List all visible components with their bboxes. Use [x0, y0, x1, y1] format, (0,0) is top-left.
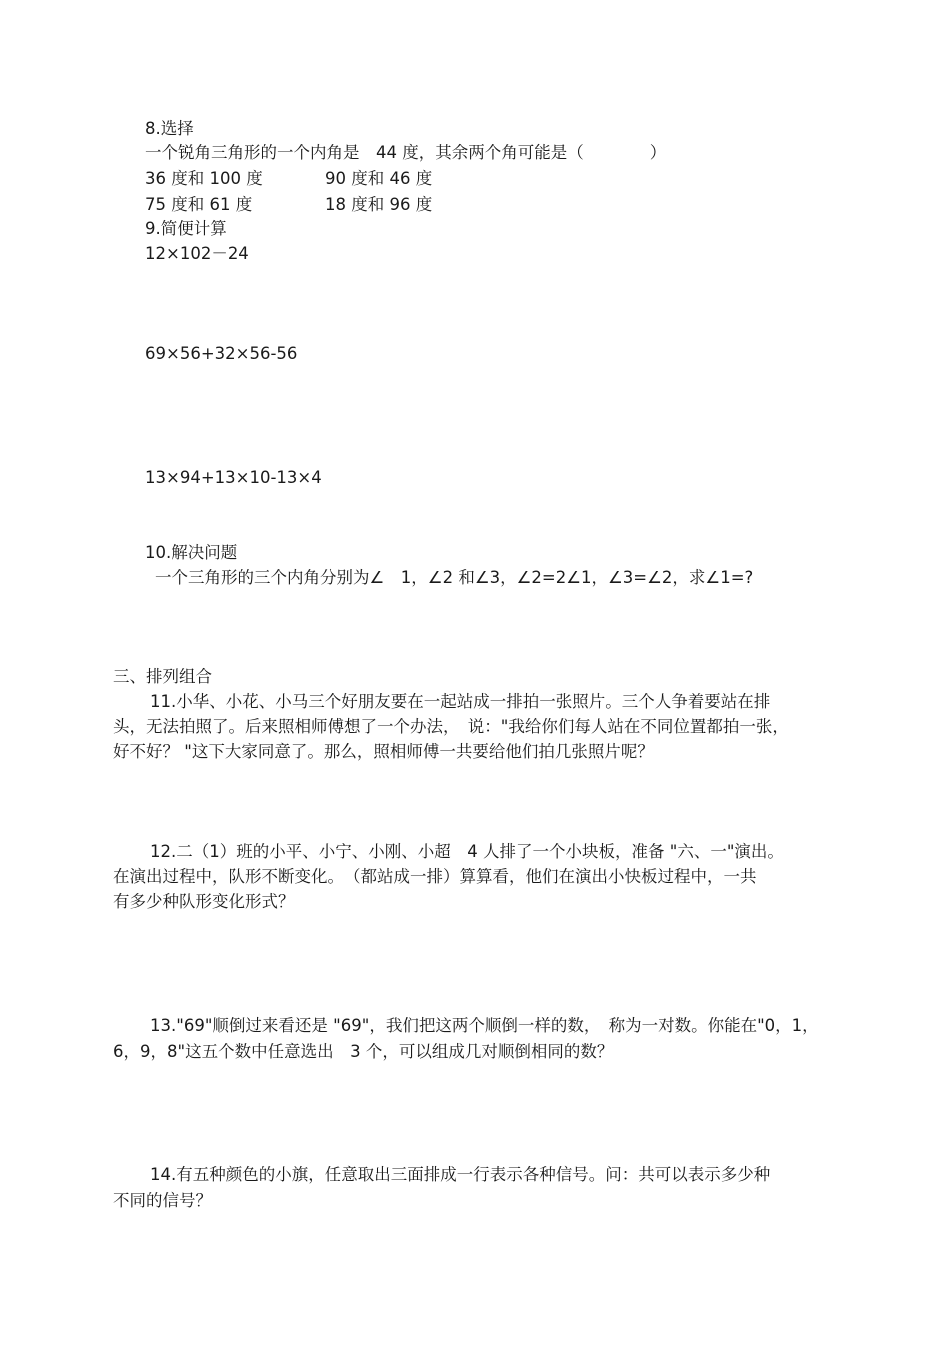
q14-line-1: 14.有五种颜色的小旗，任意取出三面排成一行表示各种信号。问：共可以表示多少种 [150, 1165, 771, 1184]
q11-line-3: 好不好？ "这下大家同意了。那么，照相师傅一共要给他们拍几张照片呢？ [113, 742, 654, 761]
q8-stem: 一个锐角三角形的一个内角是 44 度，其余两个角可能是（ ） [145, 143, 667, 162]
q11-line-1: 11.小华、小花、小马三个好朋友要在一起站成一排拍一张照片。三个人争着要站在排 [150, 692, 771, 711]
q9-expression-2: 69×56+32×56-56 [145, 344, 298, 363]
q9-expression-3: 13×94+13×10-13×4 [145, 468, 322, 487]
q8-option-a: 36 度和 100 度 [145, 169, 263, 188]
q8-heading: 8.选择 [145, 119, 194, 138]
q8-option-b: 90 度和 46 度 [325, 169, 433, 188]
section-3-title: 三、排列组合 [113, 667, 212, 686]
q9-expression-1: 12×102－24 [145, 244, 249, 263]
q8-option-d: 18 度和 96 度 [325, 195, 433, 214]
q12-line-3: 有多少种队形变化形式？ [113, 892, 295, 911]
q12-line-1: 12.二（1）班的小平、小宁、小刚、小超 4 人排了一个小块板，准备 "六、一"演出。 [150, 842, 784, 861]
q13-line-2: 6，9，8"这五个数中任意选出 3 个，可以组成几对顺倒相同的数？ [113, 1042, 614, 1061]
q14-line-2: 不同的信号？ [113, 1191, 212, 1210]
q11-line-2: 头，无法拍照了。后来照相师傅想了一个办法， 说："我给你们每人站在不同位置都拍一张， [113, 717, 789, 736]
q10-text: 一个三角形的三个内角分别为∠ 1，∠2 和∠3，∠2=2∠1，∠3=∠2，求∠1=? [155, 568, 754, 587]
q10-heading: 10.解决问题 [145, 543, 238, 562]
q13-line-1: 13."69"顺倒过来看还是 "69"，我们把这两个顺倒一样的数， 称为一对数。你能在"0，1， [150, 1016, 819, 1035]
q9-heading: 9.简便计算 [145, 219, 227, 238]
q8-option-c: 75 度和 61 度 [145, 195, 253, 214]
q12-line-2: 在演出过程中，队形不断变化。 （都站成一排）算算看，他们在演出小快板过程中，一共 [113, 867, 757, 886]
